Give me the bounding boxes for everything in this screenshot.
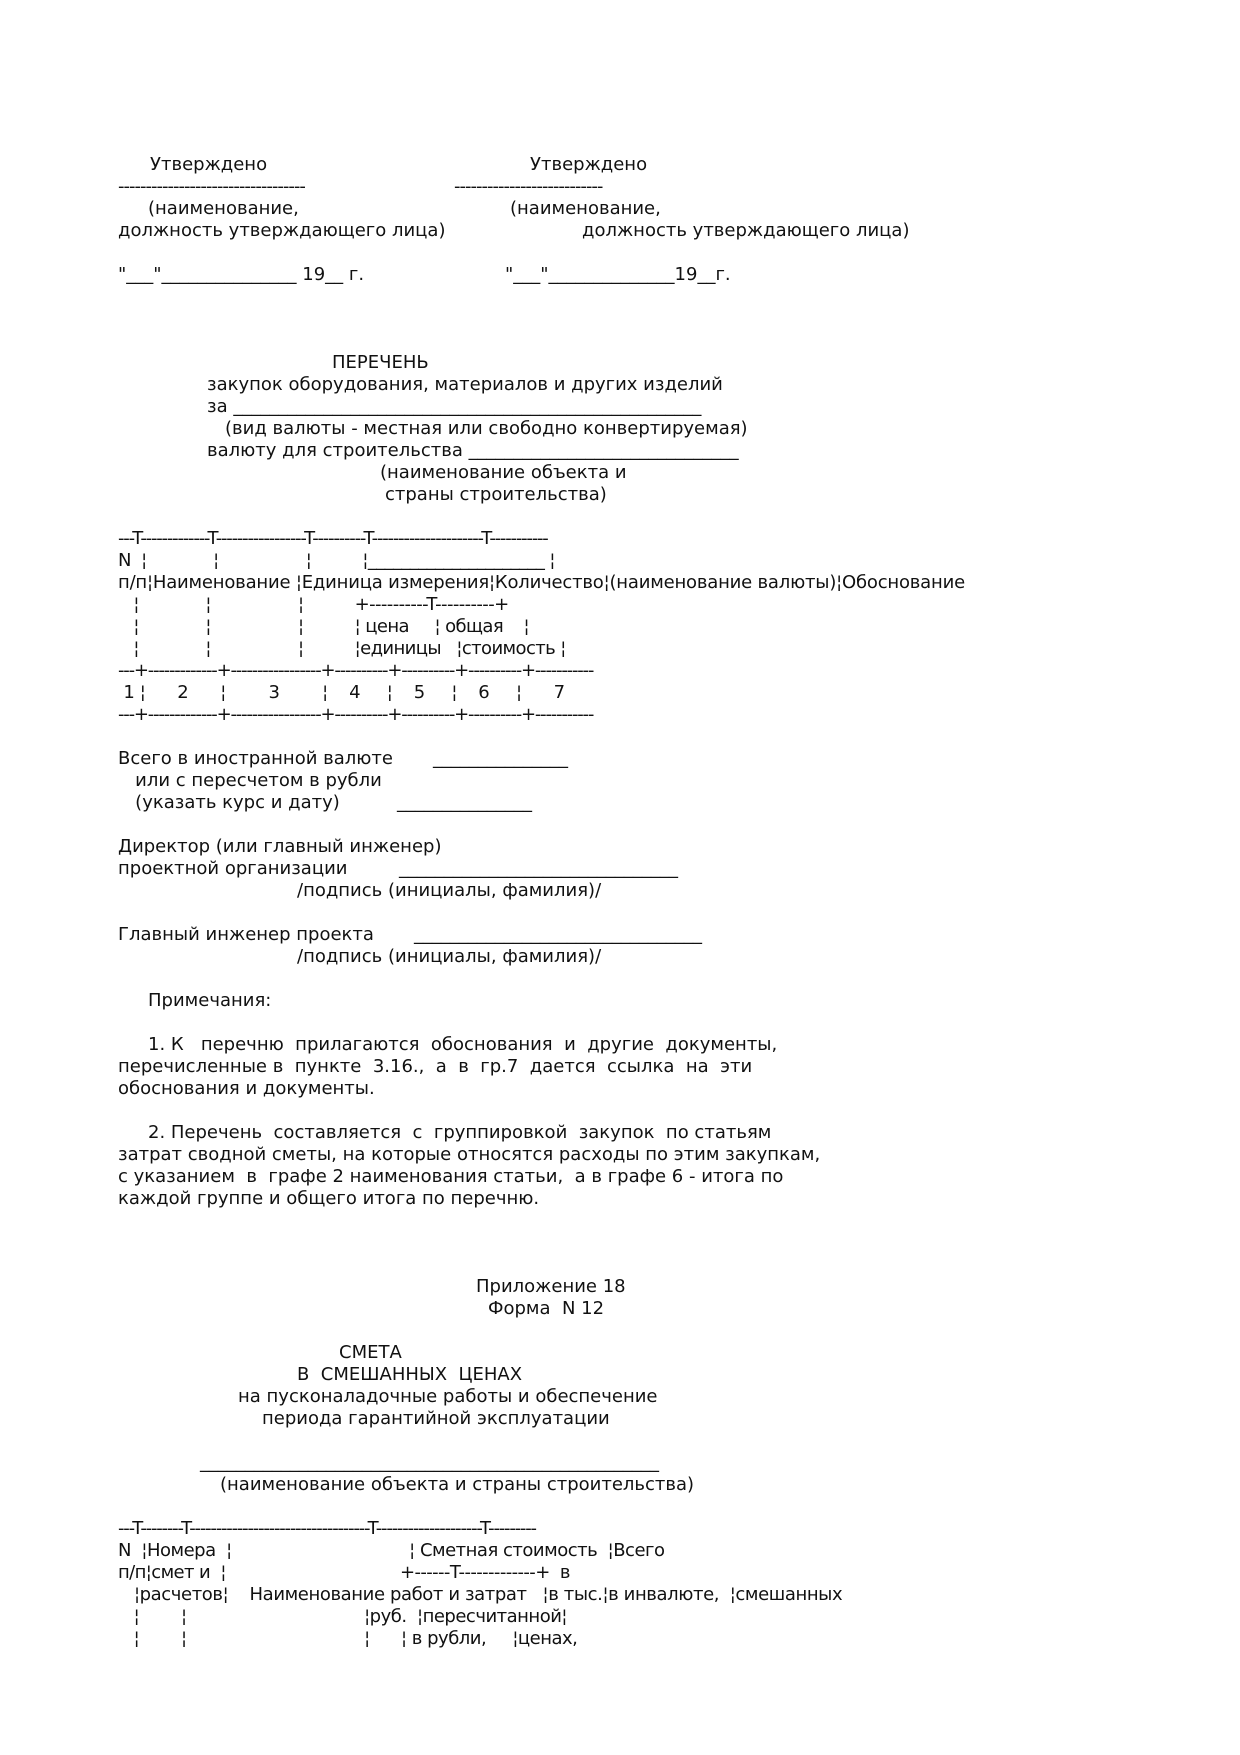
note-2-line-2: затрат сводной сметы, на которые относятся расходы по этим закупкам,: [118, 1144, 821, 1165]
approval-left-caption: (наименование,: [148, 198, 299, 219]
note-2-line-4: каждой группе и общего итога по перечню.: [118, 1188, 540, 1209]
totals-foreign: Всего в иностранной валюте _______________: [118, 748, 569, 769]
approval-right-caption: (наименование,: [510, 198, 661, 219]
table-row: N ¦ ¦ ¦ ¦_____________________ ¦: [118, 550, 555, 571]
estimate-subtitle: на пусконаладочные работы и обеспечение: [238, 1386, 658, 1407]
table-column-numbers: 1 ¦ 2 ¦ 3 ¦ 4 ¦ 5 ¦ 6 ¦ 7: [118, 682, 565, 703]
approval-left-title: Утверждено: [150, 154, 268, 175]
table-header-row: ¦ ¦ ¦руб. ¦пересчитанной¦: [118, 1606, 567, 1627]
currency-note: (вид валюты - местная или свободно конвертируемая): [225, 418, 748, 439]
list-title: ПЕРЕЧЕНЬ: [332, 352, 429, 373]
totals-rate: (указать курс и дату) _______________: [118, 792, 532, 813]
table-header-row: ¦расчетов¦ Наименование работ и затрат ¦в тыс.¦в инвалюте, ¦смешанных: [118, 1584, 843, 1605]
chief-engineer-signature-line: Главный инженер проекта ________________________________: [118, 924, 702, 945]
list-subtitle: закупок оборудования, материалов и других изделий: [207, 374, 723, 395]
chief-engineer-signature-caption: /подпись (инициалы, фамилия)/: [297, 946, 602, 967]
director-label: Директор (или главный инженер): [118, 836, 442, 857]
table-row: ---+-------------+-----------------+----------+----------+----------+-----------: [118, 660, 594, 681]
estimate-title: СМЕТА: [339, 1342, 402, 1363]
note-1-line-3: обоснования и документы.: [118, 1078, 375, 1099]
table-row: ---T-------------T-----------------T----------T---------------------T-----------: [118, 528, 548, 549]
list-period-line: за ____________________________________________________: [207, 396, 702, 417]
director-signature-caption: /подпись (инициалы, фамилия)/: [297, 880, 602, 901]
appendix-label: Приложение 18: [476, 1276, 626, 1297]
table-header-row: п/п¦смет и ¦ +------T-------------+ в: [118, 1562, 570, 1583]
construction-line: валюту для строительства ______________________________: [207, 440, 739, 461]
note-1: 1. К перечню прилагаются обоснования и другие документы,: [148, 1034, 778, 1055]
estimate-object-caption: (наименование объекта и страны строительства): [220, 1474, 695, 1495]
note-2: 2. Перечень составляется с группировкой закупок по статьям: [148, 1122, 772, 1143]
note-2-line-3: с указанием в графе 2 наименования статьи, а в графе 6 - итога по: [118, 1166, 784, 1187]
estimate-subtitle-2: периода гарантийной эксплуатации: [262, 1408, 610, 1429]
totals-rubles: или с пересчетом в рубли: [118, 770, 382, 791]
table-row: ¦ ¦ ¦ ¦ цена ¦ общая ¦: [118, 616, 530, 637]
table-header-row: N ¦Номера ¦ ¦ Сметная стоимость ¦Всего: [118, 1540, 665, 1561]
notes-header: Примечания:: [148, 990, 272, 1011]
table-header-row: п/п¦Наименование ¦Единица измерения¦Количество¦(наименование валюты)¦Обоснование: [118, 572, 965, 593]
approval-right-rule: ---------------------------: [454, 176, 603, 197]
approval-right-date: "___"______________19__г.: [505, 264, 731, 285]
approval-right-title: Утверждено: [530, 154, 648, 175]
approval-left-date: "___"_______________ 19__ г.: [118, 264, 365, 285]
estimate-object-line: ___________________________________________________: [200, 1452, 659, 1473]
table-row: ¦ ¦ ¦ +----------T----------+: [118, 594, 509, 615]
object-note: (наименование объекта и: [380, 462, 627, 483]
approval-left-rule: ----------------------------------: [118, 176, 305, 197]
estimate-title-2: В СМЕШАННЫХ ЦЕНАХ: [297, 1364, 523, 1385]
object-note-2: страны строительства): [385, 484, 607, 505]
approval-right-caption-2: должность утверждающего лица): [582, 220, 910, 241]
form-number: Форма N 12: [488, 1298, 605, 1319]
table-row: ¦ ¦ ¦ ¦единицы ¦стоимость ¦: [118, 638, 566, 659]
table-header-row: ¦ ¦ ¦ ¦ в рубли, ¦ценах,: [118, 1628, 578, 1649]
director-signature-line: проектной организации _______________________________: [118, 858, 678, 879]
approval-left-caption-2: должность утверждающего лица): [118, 220, 446, 241]
note-1-line-2: перечисленные в пункте 3.16., а в гр.7 дается ссылка на эти: [118, 1056, 753, 1077]
table-row: ---+-------------+-----------------+----------+----------+----------+-----------: [118, 704, 594, 725]
table-row: ---T--------T----------------------------------T--------------------T---------: [118, 1518, 536, 1539]
